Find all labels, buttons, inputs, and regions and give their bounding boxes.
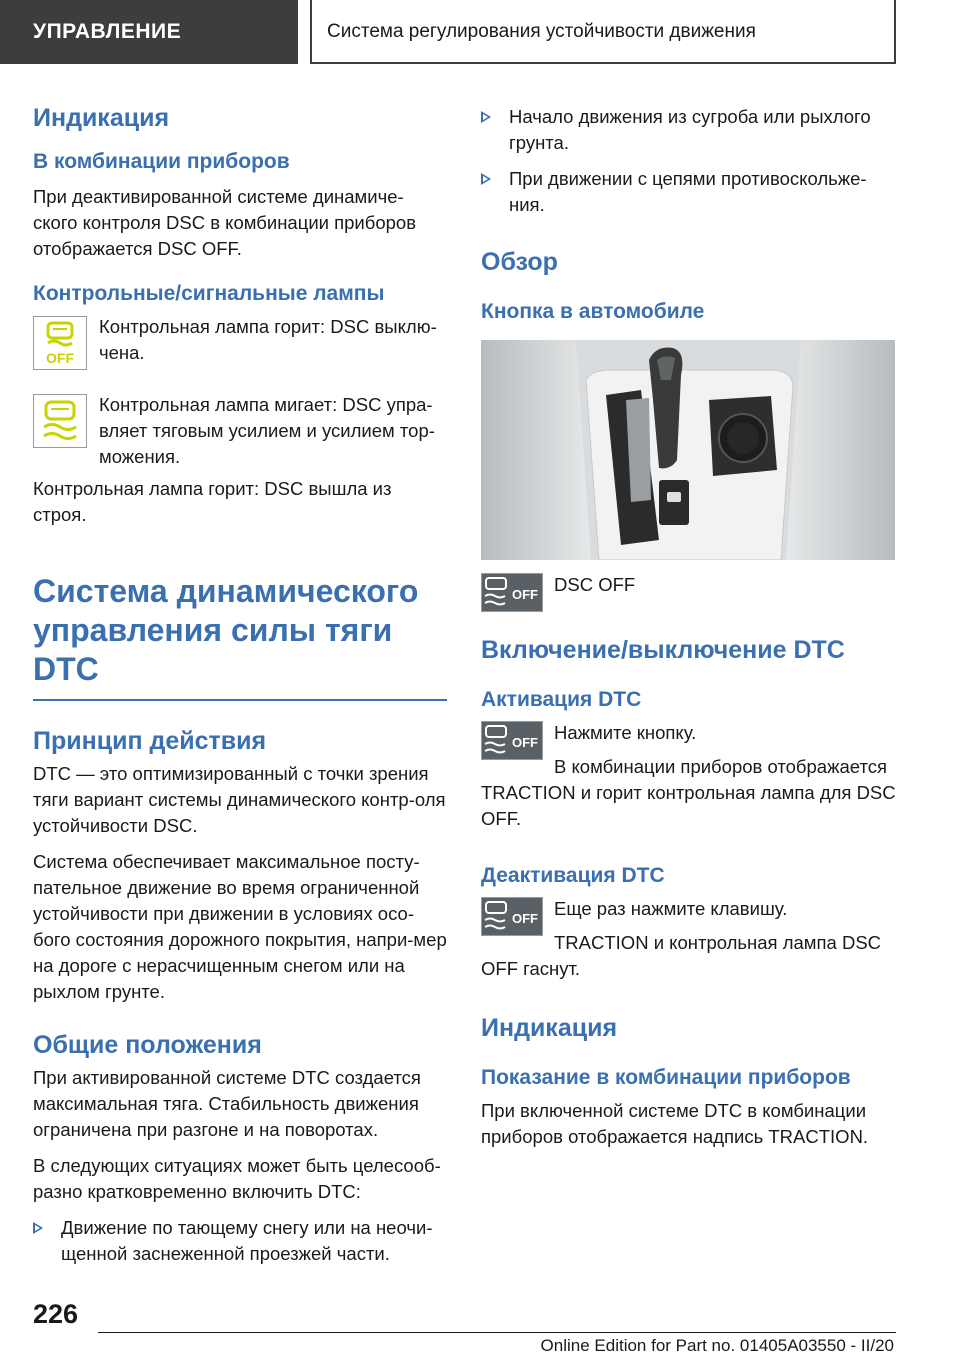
principle-p2: Система обеспечивает максимальное посту-пательное движение во время ограниченной устойчивости при движении в условиях осо-бого состояния дорожного покрытия, напри-мер на дороге с нерасчищенным снегом или на рыхлом грунте. xyxy=(33,851,447,1002)
dsc-off-button-icon xyxy=(481,573,543,612)
button-off-text: OFF xyxy=(512,911,538,926)
lamp-row-off xyxy=(33,314,447,374)
dsc-off-lamp-icon xyxy=(33,316,87,370)
footer-rule xyxy=(98,1332,896,1333)
lamp3-text: Контрольная лампа горит: DSC вышла из строя. xyxy=(33,478,392,525)
general-heading: Общие положения xyxy=(33,1031,262,1059)
button-off-text: OFF xyxy=(512,587,538,602)
activation-row xyxy=(481,720,896,760)
indication-heading: Индикация xyxy=(33,104,170,132)
dsc-off-row xyxy=(481,572,896,616)
dtc-heading-line3: DTC xyxy=(33,651,99,687)
bullet1-text: Движение по тающему снегу или на неочи-щенной заснеженной проезжей части. xyxy=(61,1217,433,1264)
deactivation-heading: Деактивация DTC xyxy=(481,864,665,887)
dsc-active-lamp-icon xyxy=(33,394,87,448)
bullet-item xyxy=(481,166,896,218)
triangle-bullet-icon xyxy=(481,173,491,185)
activation-p1: Нажмите кнопку. xyxy=(554,722,697,743)
footer-edition: Online Edition for Part no. 01405A03550 - II/20 xyxy=(540,1336,894,1355)
display-text: При включенной системе DTC в комбинации приборов отображается надпись TRACTION. xyxy=(481,1100,869,1147)
button-heading: Кнопка в автомобиле xyxy=(481,300,705,323)
deactivation-p2: TRACTION и контрольная лампа DSC OFF гаснут. xyxy=(481,932,882,979)
triangle-bullet-icon xyxy=(481,111,491,123)
toggle-heading: Включение/выключение DTC xyxy=(481,636,845,664)
instrument-text: При деактивированной системе динамиче-ского контроля DSC в комбинации приборов отображается DSC OFF. xyxy=(33,186,417,259)
display-heading: Показание в комбинации приборов xyxy=(481,1066,851,1089)
principle-p1: DTC — это оптимизированный с точки зрения тяги вариант системы динамического контр-оля устойчивости DSC. xyxy=(33,763,446,836)
header-section: УПРАВЛЕНИЕ xyxy=(0,0,298,64)
general-p1: При активированной системе DTC создается максимальная тяга. Стабильность движения ограничена при разгоне и на поворотах. xyxy=(33,1067,421,1140)
instrument-heading: В комбинации приборов xyxy=(33,150,290,173)
bullet3-text: При движении с цепями противоскольже-ния. xyxy=(509,168,867,215)
dsc-off-label: DSC OFF xyxy=(554,574,636,595)
right-column xyxy=(481,100,896,1150)
deactivation-p1: Еще раз нажмите клавишу. xyxy=(554,898,788,919)
principle-heading: Принцип действия xyxy=(33,727,267,755)
bullet-item xyxy=(33,1215,447,1267)
activation-heading: Активация DTC xyxy=(481,688,642,711)
header-chapter: Система регулирования устойчивости движения xyxy=(312,0,894,62)
lamp2-text: Контрольная лампа мигает: DSC упра-вляет тяговым усилием и усилием тор-можения. xyxy=(99,394,435,467)
overview-heading: Обзор xyxy=(481,248,558,276)
bullet-item xyxy=(481,104,896,156)
left-column xyxy=(33,100,447,1267)
center-console-photo xyxy=(481,340,895,560)
button-off-text: OFF xyxy=(512,735,538,750)
dtc-heading xyxy=(33,572,447,689)
lamps-heading: Контрольные/сигнальные лампы xyxy=(33,282,385,305)
deactivation-row xyxy=(481,896,896,936)
lamp1-text: Контрольная лампа горит: DSC выклю-чена. xyxy=(99,316,437,363)
dtc-heading-line1: Система динамического xyxy=(33,573,419,609)
lamp-off-text: OFF xyxy=(46,350,74,366)
indication-heading-right: Индикация xyxy=(481,1014,618,1042)
heading-rule xyxy=(33,699,447,701)
general-p2: В следующих ситуациях может быть целесооб-разно кратковременно включить DTC: xyxy=(33,1155,441,1202)
activation-p2: В комбинации приборов отображается TRACTION и горит контрольная лампа для DSC OFF. xyxy=(481,756,896,829)
page-number: 226 xyxy=(33,1299,79,1329)
dsc-off-button-icon xyxy=(481,721,543,760)
triangle-bullet-icon xyxy=(33,1222,43,1234)
dtc-heading-line2: управления силы тяги xyxy=(33,612,393,648)
header-chapter-box xyxy=(310,0,896,64)
dsc-off-button-icon xyxy=(481,897,543,936)
lamp-row-flash xyxy=(33,392,447,470)
bullet2-text: Начало движения из сугроба или рыхлого грунта. xyxy=(509,106,871,153)
